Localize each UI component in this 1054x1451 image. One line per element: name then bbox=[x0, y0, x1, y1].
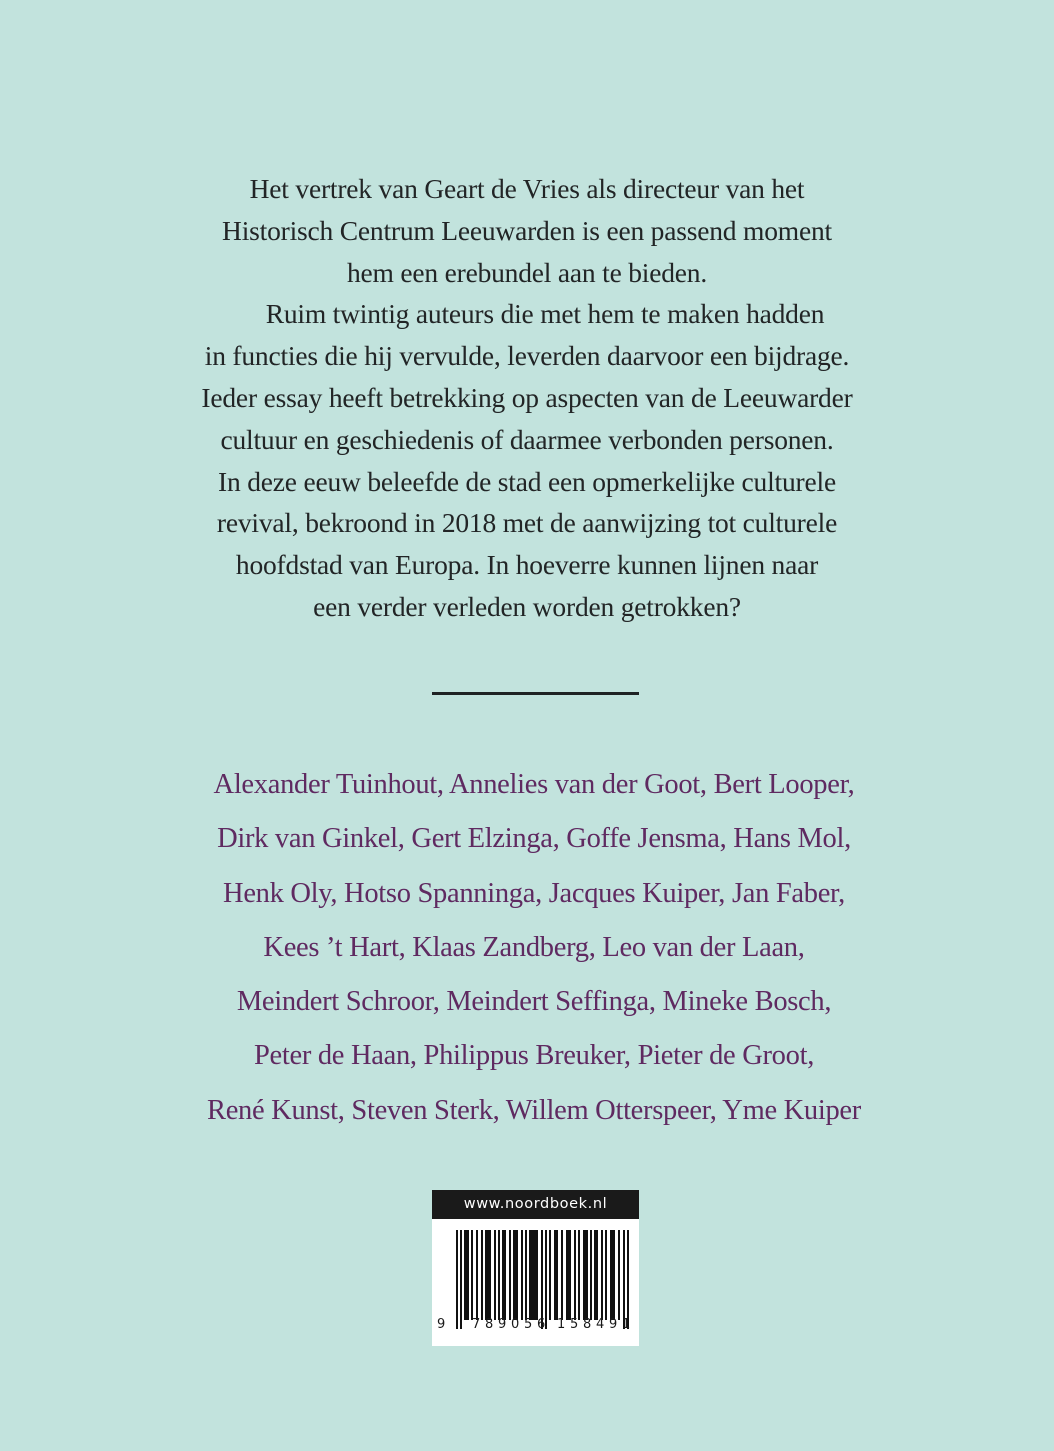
back-cover-blurb bbox=[0, 168, 1054, 628]
author-line: Dirk van Ginkel, Gert Elzinga, Goffe Jensma, Hans Mol, bbox=[217, 823, 851, 855]
author-list bbox=[0, 758, 1054, 1138]
isbn-digit: 6 bbox=[537, 1317, 546, 1332]
publisher-website: www.noordboek.nl bbox=[432, 1190, 639, 1219]
isbn-number bbox=[435, 1317, 635, 1337]
author-line: Henk Oly, Hotso Spanninga, Jacques Kuiper, Jan Faber, bbox=[223, 877, 845, 909]
blurb-line: hem een erebundel aan te bieden. bbox=[346, 256, 708, 288]
blurb-line: hoofdstad van Europa. In hoeverre kunnen lijnen naar bbox=[235, 549, 819, 581]
isbn-digit: 8 bbox=[583, 1317, 592, 1332]
isbn-digit: 7 bbox=[472, 1317, 481, 1332]
blurb-line: Het vertrek van Geart de Vries als directeur van het bbox=[249, 173, 805, 204]
isbn-digit: 9 bbox=[498, 1317, 507, 1332]
section-divider bbox=[432, 692, 639, 695]
barcode-icon bbox=[456, 1230, 631, 1329]
isbn-digit: 8 bbox=[485, 1317, 494, 1332]
blurb-line: revival, bekroond in 2018 met de aanwijzing tot culturele bbox=[216, 507, 838, 539]
blurb-line: cultuur en geschiedenis of daarmee verbonden personen. bbox=[220, 423, 834, 455]
blurb-line: Ieder essay heeft betrekking op aspecten van de Leeuwarder bbox=[201, 381, 853, 413]
isbn-digit: 9 bbox=[609, 1317, 618, 1332]
isbn-digit: 5 bbox=[570, 1317, 579, 1332]
blurb-line: in functies die hij vervulde, leverden daarvoor een bijdrage. bbox=[204, 340, 850, 372]
isbn-digit: 0 bbox=[511, 1317, 520, 1332]
isbn-barcode-box bbox=[432, 1190, 639, 1346]
isbn-digit: 4 bbox=[596, 1317, 605, 1332]
author-line: Meindert Schroor, Meindert Seffinga, Mineke Bosch, bbox=[236, 986, 832, 1018]
blurb-line: een verder verleden worden getrokken? bbox=[313, 590, 741, 622]
isbn-digit: 9 bbox=[437, 1317, 446, 1332]
blurb-line: In deze eeuw beleefde de stad een opmerkelijke culturele bbox=[218, 465, 836, 497]
blurb-line: Ruim twintig auteurs die met hem te maken hadden bbox=[265, 298, 825, 330]
author-line: Kees ’t Hart, Klaas Zandberg, Leo van der Laan, bbox=[263, 931, 805, 963]
author-line: Peter de Haan, Philippus Breuker, Pieter de Groot, bbox=[253, 1040, 815, 1072]
author-line: René Kunst, Steven Sterk, Willem Otterspeer, Yme Kuiper bbox=[207, 1094, 861, 1126]
isbn-digit: 1 bbox=[622, 1317, 631, 1332]
isbn-digit: 5 bbox=[524, 1317, 533, 1332]
author-line: Alexander Tuinhout, Annelies van der Goot, Bert Looper, bbox=[213, 769, 855, 800]
blurb-line: Historisch Centrum Leeuwarden is een passend moment bbox=[222, 214, 832, 246]
isbn-digit: 1 bbox=[557, 1317, 566, 1332]
